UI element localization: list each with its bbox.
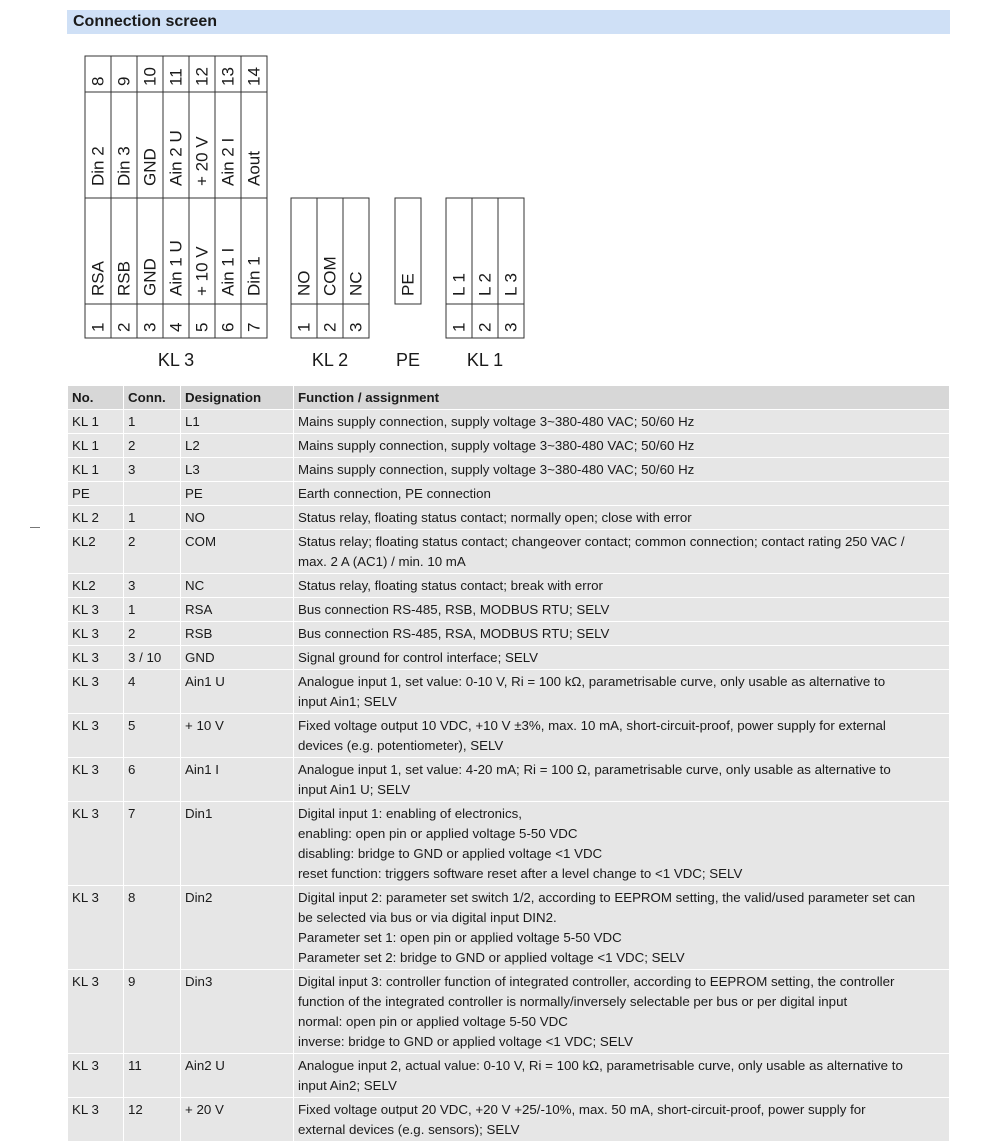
cell-function: Earth connection, PE connection [294,482,950,506]
cell-conn: 9 [124,970,181,1054]
table-row [68,434,950,458]
cell-no: KL 3 [68,670,124,714]
cell-designation: + 10 V [181,714,294,758]
connection-diagram [0,0,1000,380]
cell-no: KL 1 [68,434,124,458]
pin-label: Ain 2 U [166,130,186,186]
cell-designation: NC [181,574,294,598]
pin-number: 14 [244,67,264,86]
page-title: Connection screen [73,13,218,30]
pin-number: 12 [192,67,212,86]
cell-no: KL2 [68,530,124,574]
cell-function: Fixed voltage output 20 VDC, +20 V +25/-10%, max. 50 mA, short-circuit-proof, power supply for external devices (e.g. sensors); SELV [294,1098,950,1142]
cell-conn: 6 [124,758,181,802]
table-row [68,482,950,506]
pin-number: 10 [140,67,160,86]
pin-label: Aout [244,151,264,186]
pin-label: Ain 1 I [218,247,238,296]
cell-function: Signal ground for control interface; SELV [294,646,950,670]
table-header-row [68,386,950,410]
table-row [68,574,950,598]
cell-no: KL 3 [68,1054,124,1098]
cell-designation: L2 [181,434,294,458]
cell-designation: RSA [181,598,294,622]
col-header-no: No. [68,386,124,410]
pin-label: Din 3 [114,146,134,186]
col-header-conn: Conn. [124,386,181,410]
pin-label: Ain 1 U [166,240,186,296]
cell-function: Status relay, floating status contact; break with error [294,574,950,598]
cell-no: KL 3 [68,714,124,758]
pin-number: 3 [140,322,160,332]
cell-conn: 2 [124,622,181,646]
pin-number: 3 [501,322,521,332]
pin-number: 13 [218,67,238,86]
cell-conn: 3 [124,574,181,598]
pin-label: Din 2 [88,146,108,186]
cell-designation: NO [181,506,294,530]
cell-no: KL 3 [68,598,124,622]
cell-designation: COM [181,530,294,574]
cell-conn [124,482,181,506]
cell-designation: RSB [181,622,294,646]
pin-label: RSA [88,261,108,296]
cell-function: Fixed voltage output 10 VDC, +10 V ±3%, max. 10 mA, short-circuit-proof, power supply for external devices (e.g. potentiometer), SELV [294,714,950,758]
table-row [68,506,950,530]
pin-number: 9 [114,76,134,86]
pin-number: 1 [88,322,108,332]
table-row [68,886,950,970]
table-row [68,646,950,670]
cell-no: KL2 [68,574,124,598]
table-row [68,714,950,758]
table-row [68,758,950,802]
cell-no: KL 3 [68,758,124,802]
pin-number: 2 [320,322,340,332]
pin-number: 4 [166,322,186,332]
cell-function: Digital input 1: enabling of electronics, enabling: open pin or applied voltage 5-50 VDC disabling: bridge to GND or applied voltage <1 VDC reset function: triggers software reset after a level change to <1 VDC; SELV [294,802,950,886]
cell-function: Analogue input 2, actual value: 0-10 V, Ri = 100 kΩ, parametrisable curve, only usable as alternative to input Ain2; SELV [294,1054,950,1098]
pin-number: 8 [88,76,108,86]
cell-function: Analogue input 1, set value: 0-10 V, Ri = 100 kΩ, parametrisable curve, only usable as alternative to input Ain1; SELV [294,670,950,714]
cell-conn: 11 [124,1054,181,1098]
cell-no: KL 1 [68,410,124,434]
cell-no: KL 1 [68,458,124,482]
cell-conn: 7 [124,802,181,886]
pin-number: 1 [294,322,314,332]
pin-number: 3 [346,322,366,332]
table-row [68,802,950,886]
pin-label: GND [140,258,160,296]
cell-conn: 2 [124,530,181,574]
pin-label: PE [398,273,418,296]
pin-label: L 1 [449,272,469,296]
pin-label: L 3 [501,272,521,296]
table-row [68,622,950,646]
table-row [68,1098,950,1142]
cell-designation: Din1 [181,802,294,886]
pin-number: 7 [244,322,264,332]
cell-no: KL 3 [68,802,124,886]
table-row [68,458,950,482]
margin-mark [30,527,40,528]
cell-conn: 3 [124,458,181,482]
cell-no: KL 3 [68,622,124,646]
cell-function: Analogue input 1, set value: 4-20 mA; Ri = 100 Ω, parametrisable curve, only usable as alternative to input Ain1 U; SELV [294,758,950,802]
pin-number: 1 [449,322,469,332]
pin-label: Ain 2 I [218,137,238,186]
cell-designation: L1 [181,410,294,434]
pin-number: 6 [218,322,238,332]
cell-function: Digital input 2: parameter set switch 1/2, according to EEPROM setting, the valid/used parameter set can be selected via bus or via digital input DIN2. Parameter set 1: open pin or applied voltage 5-50 VDC Parameter set 2: bridge to GND or applied voltage <1 VDC; SELV [294,886,950,970]
pin-label: L 2 [475,272,495,296]
kl3-label: KL 3 [157,350,195,370]
pin-number: 5 [192,322,212,332]
col-header-designation: Designation [181,386,294,410]
cell-function: Mains supply connection, supply voltage 3~380-480 VAC; 50/60 Hz [294,458,950,482]
col-header-function: Function / assignment [294,386,950,410]
cell-conn: 12 [124,1098,181,1142]
cell-designation: Ain1 U [181,670,294,714]
kl2-label: KL 2 [311,350,349,370]
pin-label: + 20 V [192,136,212,186]
cell-function: Mains supply connection, supply voltage 3~380-480 VAC; 50/60 Hz [294,410,950,434]
cell-function: Bus connection RS-485, RSA, MODBUS RTU; SELV [294,622,950,646]
pin-label: NO [294,270,314,296]
cell-designation: Ain1 I [181,758,294,802]
pin-label: COM [320,256,340,296]
cell-designation: Ain2 U [181,1054,294,1098]
pin-number: 11 [166,68,186,86]
cell-conn: 1 [124,410,181,434]
cell-designation: Din2 [181,886,294,970]
pin-number: 2 [475,322,495,332]
pin-label: + 10 V [192,246,212,296]
kl1-label: KL 1 [466,350,504,370]
cell-no: KL 3 [68,970,124,1054]
cell-function: Digital input 3: controller function of integrated controller, according to EEPROM setting, the controller function of the integrated controller is normally/inversely selectable per bus or per digital input normal: open pin or applied voltage 5-50 VDC inverse: bridge to GND or applied voltage <1 VDC; SELV [294,970,950,1054]
table-row [68,1054,950,1098]
pin-label: Din 1 [244,256,264,296]
kl1-frame [446,198,524,338]
cell-conn: 1 [124,598,181,622]
cell-function: Bus connection RS-485, RSB, MODBUS RTU; SELV [294,598,950,622]
cell-conn: 4 [124,670,181,714]
cell-no: PE [68,482,124,506]
table-row [68,598,950,622]
pe-label: PE [395,350,421,370]
table-row [68,970,950,1054]
cell-function: Mains supply connection, supply voltage 3~380-480 VAC; 50/60 Hz [294,434,950,458]
cell-no: KL 3 [68,1098,124,1142]
table-row [68,670,950,714]
cell-conn: 1 [124,506,181,530]
cell-designation: + 20 V [181,1098,294,1142]
cell-no: KL 3 [68,646,124,670]
cell-function: Status relay, floating status contact; normally open; close with error [294,506,950,530]
cell-conn: 3 / 10 [124,646,181,670]
pin-label: GND [140,148,160,186]
pin-label: RSB [114,261,134,296]
cell-no: KL 3 [68,886,124,970]
table-row [68,410,950,434]
table-row [68,530,950,574]
cell-designation: L3 [181,458,294,482]
connection-table [67,385,950,1142]
cell-conn: 8 [124,886,181,970]
pin-label: NC [346,271,366,296]
cell-no: KL 2 [68,506,124,530]
cell-designation: PE [181,482,294,506]
cell-function: Status relay; floating status contact; changeover contact; common connection; contact rating 250 VAC / max. 2 A (AC1) / min. 10 mA [294,530,950,574]
pin-number: 2 [114,322,134,332]
cell-conn: 5 [124,714,181,758]
cell-designation: GND [181,646,294,670]
cell-conn: 2 [124,434,181,458]
cell-designation: Din3 [181,970,294,1054]
